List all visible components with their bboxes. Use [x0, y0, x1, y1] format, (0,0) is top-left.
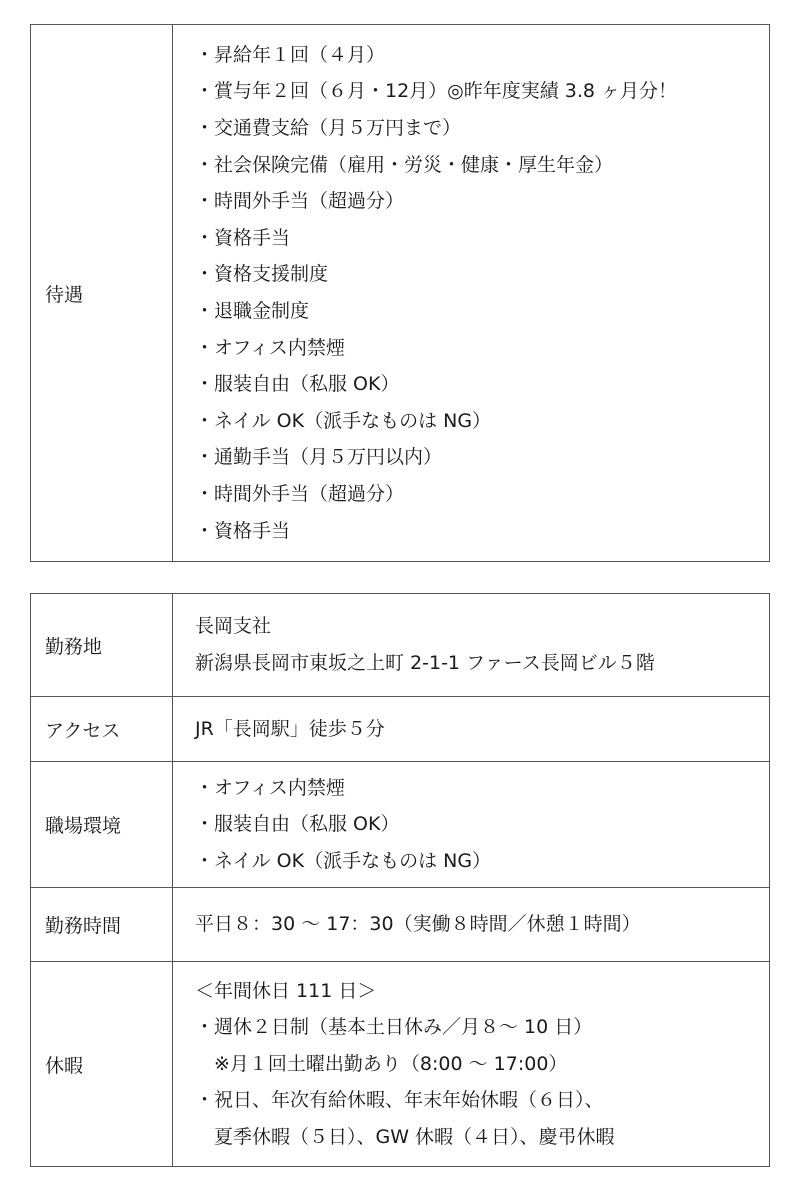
list-item: ・時間外手当（超過分） — [195, 482, 405, 505]
benefits-table — [30, 24, 770, 562]
environment-label: 職場環境 — [31, 762, 173, 888]
hours-value — [173, 888, 770, 962]
list-item: ・ネイル OK（派手なものは NG） — [195, 849, 492, 872]
workplace-branch: 長岡支社 — [195, 615, 272, 638]
list-item: ・オフィス内禁煙 — [195, 776, 345, 799]
list-item: ・退職金制度 — [195, 300, 310, 322]
list-item: ・週休２日制（基本土日休み／月８〜 10 日） — [195, 1016, 593, 1039]
list-item: ・交通費支給（月５万円まで） — [195, 117, 462, 140]
annual-holidays: ＜年間休日 111 日＞ — [195, 979, 377, 1002]
access-label: アクセス — [31, 697, 173, 762]
access-value — [173, 697, 770, 762]
job-conditions-table — [30, 593, 770, 1167]
hours-text: 平日８：30 〜 17：30（実働８時間／休憩１時間） — [195, 913, 641, 936]
benefits-label: 待遇 — [31, 25, 173, 562]
list-item: ・祝日、年次有給休暇、年末年始休暇（６日）、 — [195, 1089, 604, 1112]
list-item-note: ※月１回土曜出勤あり（8:00 〜 17:00） — [195, 1052, 568, 1075]
list-item: ・資格手当 — [195, 226, 291, 249]
benefits-row — [31, 25, 770, 562]
access-row — [31, 697, 770, 762]
list-item-continued: 夏季休暇（５日）、GW 休暇（４日）、慶弔休暇 — [195, 1125, 615, 1148]
list-item: ・資格支援制度 — [195, 263, 329, 286]
list-item: ・服装自由（私服 OK） — [195, 813, 400, 836]
workplace-row — [31, 594, 770, 697]
environment-row — [31, 762, 770, 888]
list-item: ・資格手当 — [195, 519, 291, 542]
workplace-address: 新潟県長岡市東坂之上町 2-1-1 ファース長岡ビル５階 — [195, 652, 655, 674]
list-item: ・賞与年２回（６月・12月）◎昨年度実績 3.8 ヶ月分！ — [195, 80, 678, 103]
list-item: ・服装自由（私服 OK） — [195, 373, 400, 396]
access-text: JR「長岡駅」徒歩５分 — [195, 717, 385, 740]
holidays-list — [173, 962, 770, 1167]
list-item: ・オフィス内禁煙 — [195, 336, 345, 359]
list-item: ・通勤手当（月５万円以内） — [195, 446, 443, 469]
hours-label: 勤務時間 — [31, 888, 173, 962]
environment-list — [173, 762, 770, 888]
hours-row — [31, 888, 770, 962]
list-item: ・昇給年１回（４月） — [195, 43, 386, 66]
holidays-row — [31, 962, 770, 1167]
list-item: ・ネイル OK（派手なものは NG） — [195, 409, 492, 432]
holidays-label: 休暇 — [31, 962, 173, 1167]
list-item: ・社会保険完備（雇用・労災・健康・厚生年金） — [195, 153, 614, 176]
benefits-list — [173, 25, 770, 562]
workplace-label: 勤務地 — [31, 594, 173, 697]
list-item: ・時間外手当（超過分） — [195, 190, 405, 213]
workplace-value — [173, 594, 770, 697]
